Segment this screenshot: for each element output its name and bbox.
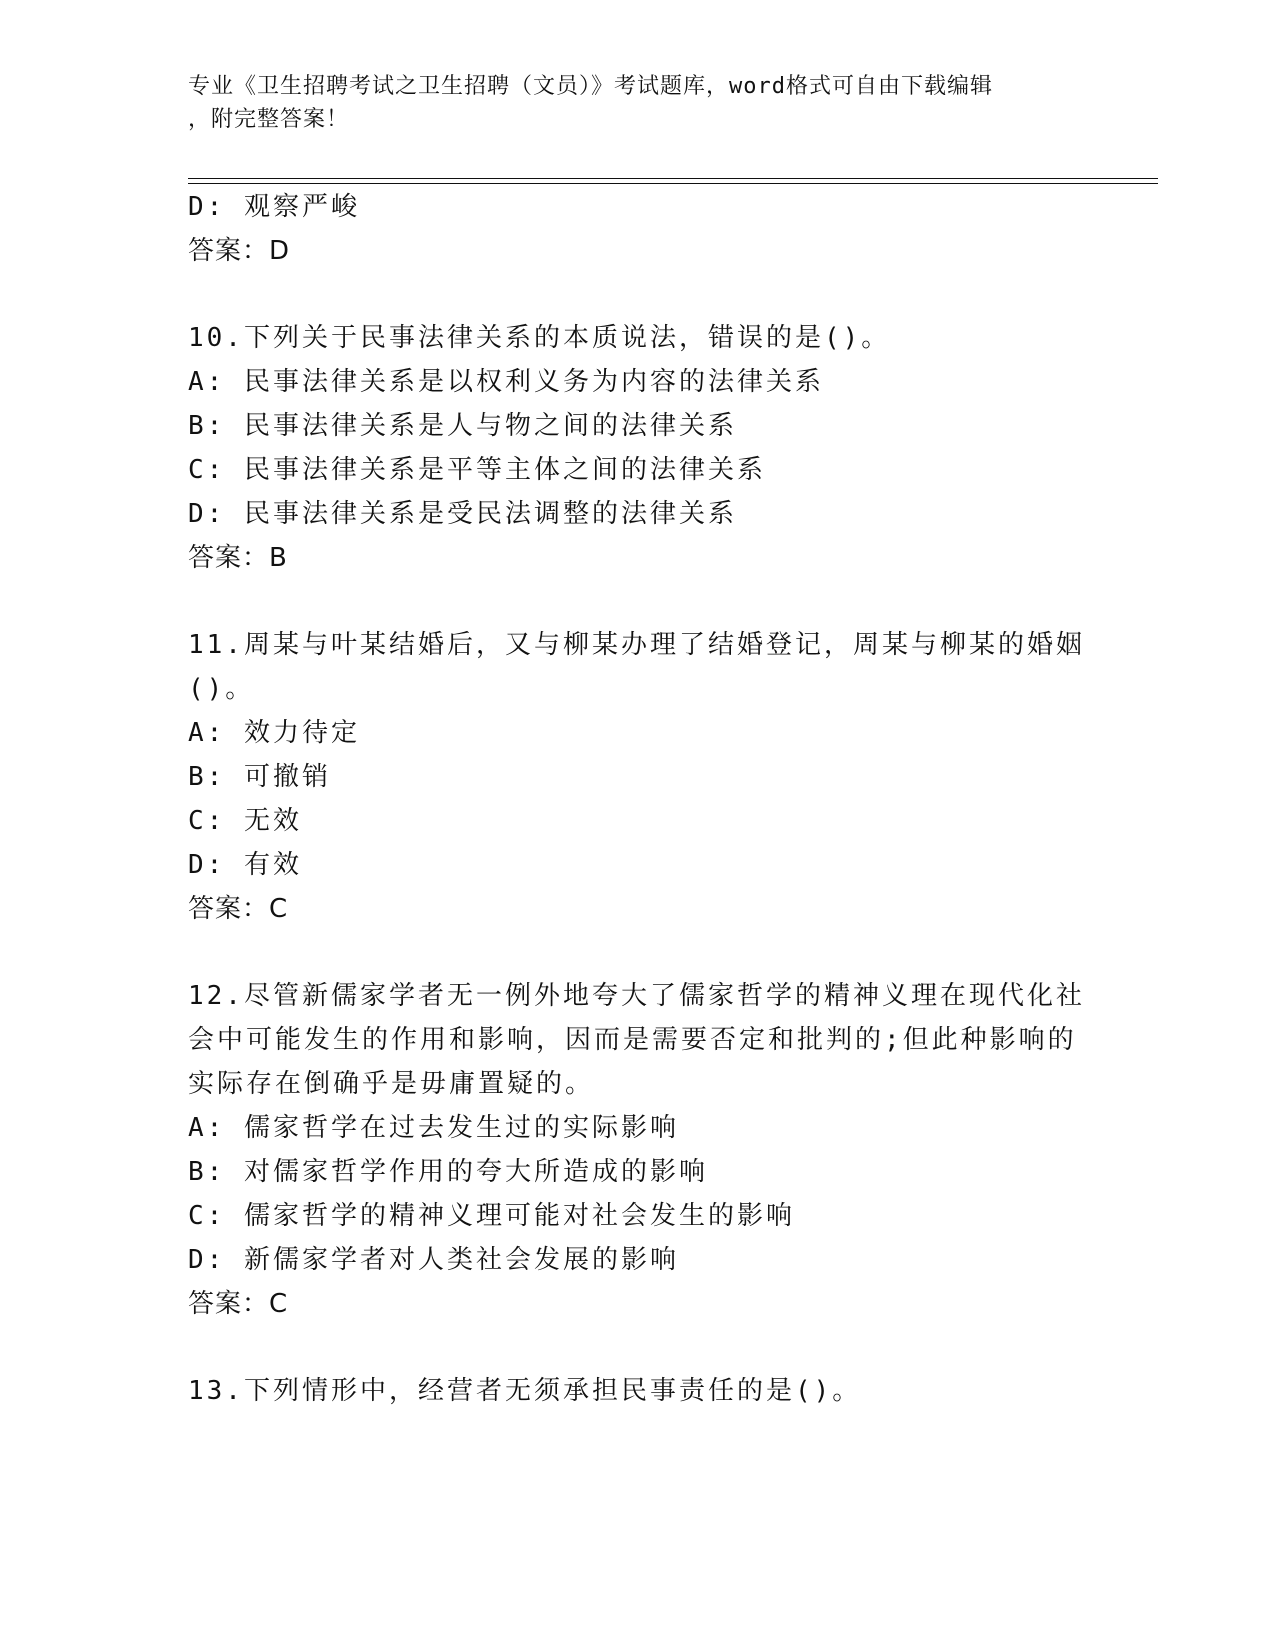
q12-option-d: D: 新儒家学者对人类社会发展的影响	[188, 1245, 679, 1275]
prev-option-d: D: 观察严峻	[188, 192, 360, 222]
q12-stem-line-2: 会中可能发生的作用和影响，因而是需要否定和批判的;但此种影响的	[188, 1025, 1077, 1055]
header-line-2: ，附完整答案！	[188, 107, 350, 132]
q11-option-c: C: 无效	[188, 806, 302, 836]
q11-option-a: A: 效力待定	[188, 718, 360, 748]
q10-option-a: A: 民事法律关系是以权利义务为内容的法律关系	[188, 367, 824, 397]
q12-answer: 答案：C	[188, 1289, 289, 1319]
q11-answer: 答案：C	[188, 894, 289, 924]
document-header	[188, 70, 1088, 136]
q10-option-d: D: 民事法律关系是受民法调整的法律关系	[188, 499, 737, 529]
q11-stem-line-2: ()。	[188, 674, 255, 704]
q11-option-d: D: 有效	[188, 850, 302, 880]
q12-stem-line-1: 12.尽管新儒家学者无一例外地夸大了儒家哲学的精神义理在现代化社	[188, 981, 1085, 1011]
q12-option-a: A: 儒家哲学在过去发生过的实际影响	[188, 1113, 679, 1143]
q12-stem-line-3: 实际存在倒确乎是毋庸置疑的。	[188, 1069, 595, 1099]
q13-stem: 13.下列情形中，经营者无须承担民事责任的是()。	[188, 1376, 862, 1406]
q10-stem: 10.下列关于民事法律关系的本质说法，错误的是()。	[188, 323, 891, 353]
q11-option-b: B: 可撤销	[188, 762, 331, 792]
header-divider-top	[188, 178, 1158, 179]
q12-option-c: C: 儒家哲学的精神义理可能对社会发生的影响	[188, 1201, 795, 1231]
q11-stem-line-1: 11.周某与叶某结婚后，又与柳某办理了结婚登记，周某与柳某的婚姻	[188, 630, 1085, 660]
q12-option-b: B: 对儒家哲学作用的夸大所造成的影响	[188, 1157, 708, 1187]
q10-option-c: C: 民事法律关系是平等主体之间的法律关系	[188, 455, 766, 485]
q10-answer: 答案：B	[188, 543, 288, 573]
q10-option-b: B: 民事法律关系是人与物之间的法律关系	[188, 411, 737, 441]
header-line-1: 专业《卫生招聘考试之卫生招聘（文员）》考试题库，word格式可自由下载编辑	[188, 74, 993, 99]
prev-answer: 答案：D	[188, 236, 291, 266]
